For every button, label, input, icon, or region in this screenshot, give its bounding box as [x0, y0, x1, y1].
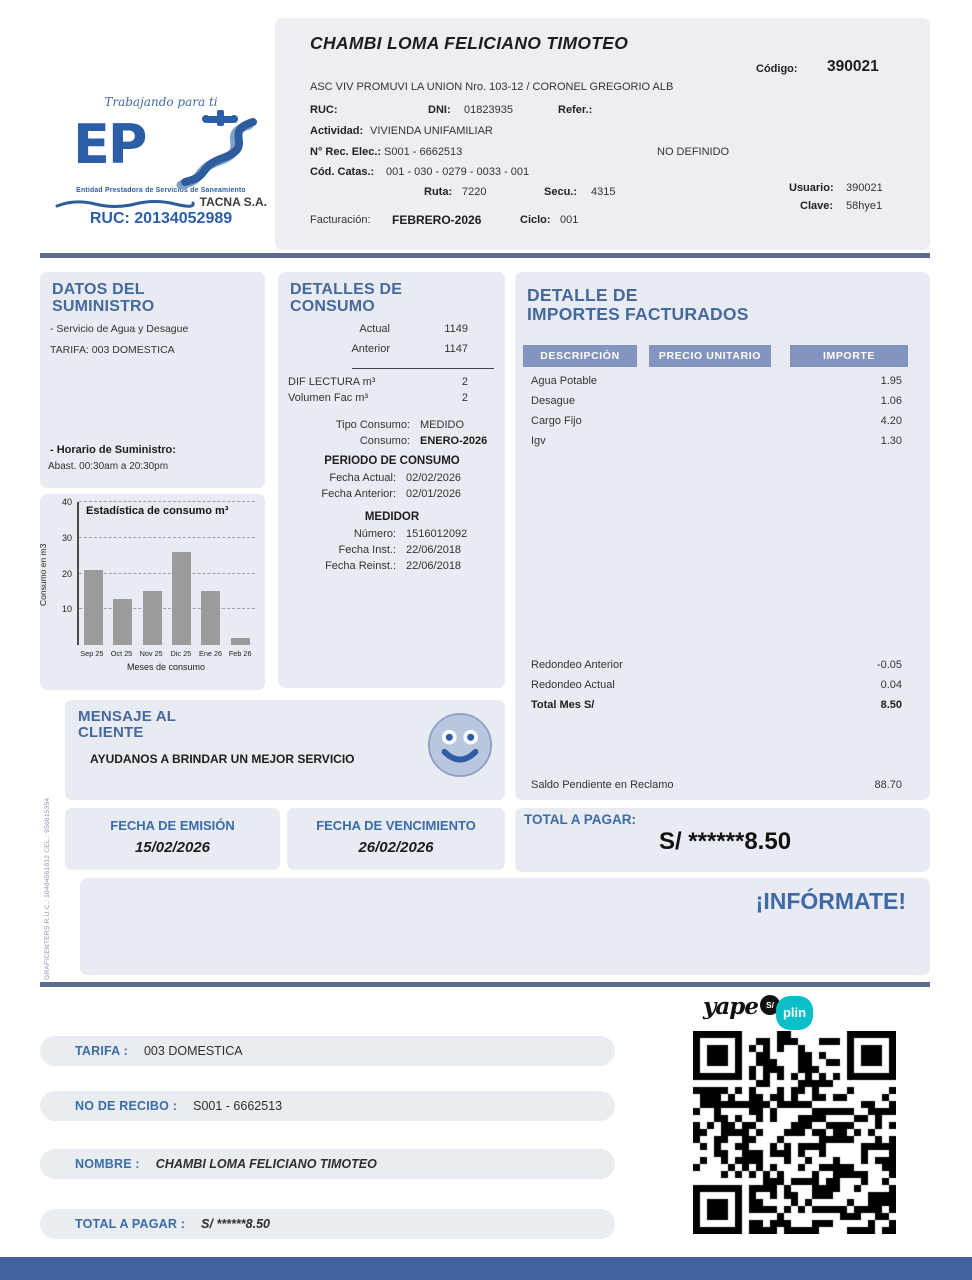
fecha-actual-label: Fecha Actual:: [329, 472, 396, 484]
fecha-actual-value: 02/02/2026: [406, 472, 462, 484]
x-tick-label: Sep 25: [80, 649, 104, 658]
ciclo-label: Ciclo:: [520, 214, 551, 226]
consumption-bar: [113, 599, 132, 645]
periodo-title: PERIODO DE CONSUMO: [324, 455, 460, 467]
total-mes-value: 8.50: [880, 699, 902, 711]
dni-value: 01823935: [464, 104, 513, 116]
consumo-rule: [352, 368, 494, 369]
table-row-desc: Cargo Fijo: [531, 415, 582, 427]
consumption-bar: [201, 591, 220, 645]
dif-lectura-label: DIF LECTURA m³: [288, 376, 376, 388]
table-row-desc: Agua Potable: [531, 375, 598, 387]
x-tick-label: Dic 25: [170, 649, 192, 658]
footer-nombre-value: CHAMBI LOMA FELICIANO TIMOTEO: [155, 1157, 377, 1171]
x-tick-label: Nov 25: [139, 649, 163, 658]
fecha-inst-value: 22/06/2018: [406, 544, 462, 556]
ruta-label: Ruta:: [424, 186, 453, 198]
facturacion-value: FEBRERO-2026: [392, 213, 482, 227]
table-row-desc: Desague: [531, 395, 576, 407]
volumen-label: Volumen Fac m³: [288, 392, 369, 404]
y-tick-label: 40: [61, 497, 72, 507]
column-header-importe: IMPORTE: [790, 345, 908, 367]
x-tick-label: Oct 25: [110, 649, 133, 658]
footer-total-value: S/ ******8.50: [201, 1217, 270, 1231]
suministro-tarifa: TARIFA: 003 DOMESTICA: [50, 344, 175, 356]
table-row-importe: 1.06: [880, 395, 902, 407]
redondeo-anterior-value: -0.05: [876, 659, 902, 671]
total-mes-label: Total Mes S/: [531, 699, 595, 711]
header-divider: [40, 253, 930, 258]
actual-value: 1149: [444, 323, 468, 335]
consumo-title: DETALLES DE CONSUMO: [290, 281, 403, 315]
column-header-precio-unitario: PRECIO UNITARIO: [649, 345, 771, 367]
fecha-vencimiento-value: 26/02/2026: [358, 839, 434, 856]
usuario-label: Usuario:: [789, 182, 834, 194]
customer-address: ASC VIV PROMUVI LA UNION Nro. 103-12 / CORONEL GREGORIO ALB: [310, 81, 674, 93]
footer-recibo-value: S001 - 6662513: [193, 1099, 283, 1113]
fecha-vencimiento-label: FECHA DE VENCIMIENTO: [316, 818, 476, 833]
footer-row-total: [40, 1209, 615, 1239]
ruc-label: RUC:: [310, 104, 338, 116]
consumption-bar: [172, 552, 191, 645]
fecha-emision-value: 15/02/2026: [134, 839, 211, 856]
facturacion-label: Facturación:: [310, 214, 371, 226]
ruta-value: 7220: [462, 186, 487, 198]
footer-row-recibo: [40, 1091, 615, 1121]
chart-title: Estadística de consumo m³: [86, 505, 229, 517]
table-row-importe: 1.30: [880, 435, 902, 447]
consumption-bar: [84, 570, 103, 645]
fecha-anterior-value: 02/01/2026: [406, 488, 462, 500]
suministro-service: - Servicio de Agua y Desague: [50, 323, 189, 335]
dni-label: DNI:: [428, 104, 451, 116]
mensaje-body: AYUDANOS A BRINDAR UN MEJOR SERVICIO: [90, 752, 355, 766]
total-a-pagar-label: TOTAL A PAGAR:: [524, 812, 636, 827]
table-row-importe: 1.95: [880, 375, 902, 387]
fecha-reinst-value: 22/06/2018: [406, 560, 462, 572]
redondeo-actual-label: Redondeo Actual: [531, 679, 615, 691]
clave-label: Clave:: [800, 200, 834, 212]
informate-text: ¡INFÓRMATE!: [755, 888, 906, 914]
refer-label: Refer.:: [558, 104, 593, 116]
horario-value: Abast. 00:30am a 20:30pm: [48, 461, 169, 472]
consumo-mes-label: Consumo:: [359, 435, 410, 447]
medidor-title: MEDIDOR: [364, 511, 420, 523]
medidor-numero-label: Número:: [353, 528, 396, 540]
cod-catas-value: 001 - 030 - 0279 - 0033 - 001: [386, 166, 530, 178]
logo-tagline: Trabajando para ti: [104, 95, 218, 109]
anterior-value: 1147: [444, 343, 468, 355]
footer-tarifa-value: 003 DOMESTICA: [143, 1044, 243, 1058]
volumen-value: 2: [461, 392, 468, 404]
actual-label: Actual: [359, 323, 390, 335]
logo-subtitle: Entidad Prestadora de Servicios de Saneamiento: [76, 187, 246, 194]
codigo-value: 390021: [827, 58, 879, 75]
fecha-anterior-label: Fecha Anterior:: [321, 488, 396, 500]
horario-label: - Horario de Suministro:: [50, 444, 176, 456]
chart-plot-area: [77, 502, 255, 645]
payment-qr-code: [693, 1031, 896, 1234]
consumption-bar: [143, 591, 162, 645]
redondeo-actual-value: 0.04: [880, 679, 902, 691]
codigo-label: Código:: [756, 63, 798, 75]
dif-lectura-value: 2: [461, 376, 468, 388]
total-a-pagar-value: S/ ******8.50: [658, 828, 792, 855]
wave-icon: [55, 198, 195, 210]
rec-elec-label: N° Rec. Elec.:: [310, 146, 382, 158]
logo-ruc: RUC: 20134052989: [89, 210, 233, 227]
customer-name: CHAMBI LOMA FELICIANO TIMOTEO: [310, 33, 629, 53]
suministro-title: DATOS DEL SUMINISTRO: [52, 281, 155, 315]
yape-sol-badge-icon: S/: [760, 995, 780, 1015]
chart-x-labels: [77, 649, 255, 658]
anterior-label: Anterior: [351, 343, 390, 355]
table-row-importe: 4.20: [880, 415, 902, 427]
tipo-consumo-value: MEDIDO: [420, 419, 464, 431]
table-row-desc: Igv: [531, 435, 546, 447]
chart-bars: [79, 502, 255, 645]
usuario-value: 390021: [846, 182, 883, 194]
consumo-mes-value: ENERO-2026: [420, 435, 488, 447]
footer-divider: [40, 982, 930, 987]
no-definido-text: NO DEFINIDO: [657, 146, 730, 158]
chart-x-axis-label: Meses de consumo: [126, 662, 206, 672]
fecha-reinst-label: Fecha Reinst.:: [325, 560, 396, 572]
mensaje-title: MENSAJE AL CLIENTE: [78, 708, 177, 741]
fecha-inst-label: Fecha Inst.:: [338, 544, 396, 556]
footer-tarifa-label: TARIFA :: [75, 1044, 128, 1058]
y-tick-label: 30: [61, 532, 72, 543]
actividad-label: Actividad:: [310, 125, 364, 137]
footer-total-label: TOTAL A PAGAR :: [75, 1217, 186, 1231]
cod-catas-label: Cód. Catas.:: [310, 166, 375, 178]
importes-title: DETALLE DE IMPORTES FACTURADOS: [527, 285, 749, 324]
company-logo: [55, 95, 267, 228]
logo-company-name: TACNA S.A.: [199, 195, 267, 209]
x-tick-label: Feb 26: [228, 649, 252, 658]
x-tick-label: Ene 26: [198, 649, 223, 658]
medidor-numero-value: 1516012092: [406, 528, 468, 540]
yape-logo: yape S/: [703, 993, 780, 1020]
y-tick-label: 20: [61, 568, 72, 579]
actividad-value: VIVIENDA UNIFAMILIAR: [370, 125, 493, 137]
logo-brand-text: EP: [73, 113, 146, 176]
clave-value: 58hye1: [846, 200, 883, 212]
redondeo-anterior-label: Redondeo Anterior: [531, 659, 623, 671]
footer-nombre-label: NOMBRE :: [75, 1157, 140, 1171]
bottom-accent-bar: [0, 1257, 972, 1280]
footer-row-tarifa: [40, 1036, 615, 1066]
consumption-bar: [231, 638, 250, 645]
smiley-face-icon: [426, 711, 494, 779]
tipo-consumo-label: Tipo Consumo:: [335, 419, 410, 431]
column-header-descripcion: DESCRIPCIÓN: [523, 345, 637, 367]
water-tap-river-icon: [165, 109, 260, 189]
secu-value: 4315: [591, 186, 616, 198]
fecha-emision-label: FECHA DE EMISIÓN: [110, 818, 235, 833]
saldo-pendiente-value: 88.70: [874, 779, 902, 791]
plin-logo: plin: [776, 996, 813, 1030]
saldo-pendiente-label: Saldo Pendiente en Reclamo: [531, 779, 674, 791]
footer-row-nombre: [40, 1149, 615, 1179]
ciclo-value: 001: [560, 214, 579, 226]
chart-y-axis-label: Consumo en m3: [38, 543, 48, 606]
y-tick-label: 10: [61, 604, 72, 615]
secu-label: Secu.:: [544, 186, 578, 198]
printer-credit-vertical-text: GRAFICENTERS R.U.C.: 10404561812 CEL.: 956615354: [44, 797, 51, 980]
rec-elec-value: S001 - 6662513: [384, 146, 463, 158]
footer-recibo-label: NO DE RECIBO :: [75, 1099, 178, 1113]
